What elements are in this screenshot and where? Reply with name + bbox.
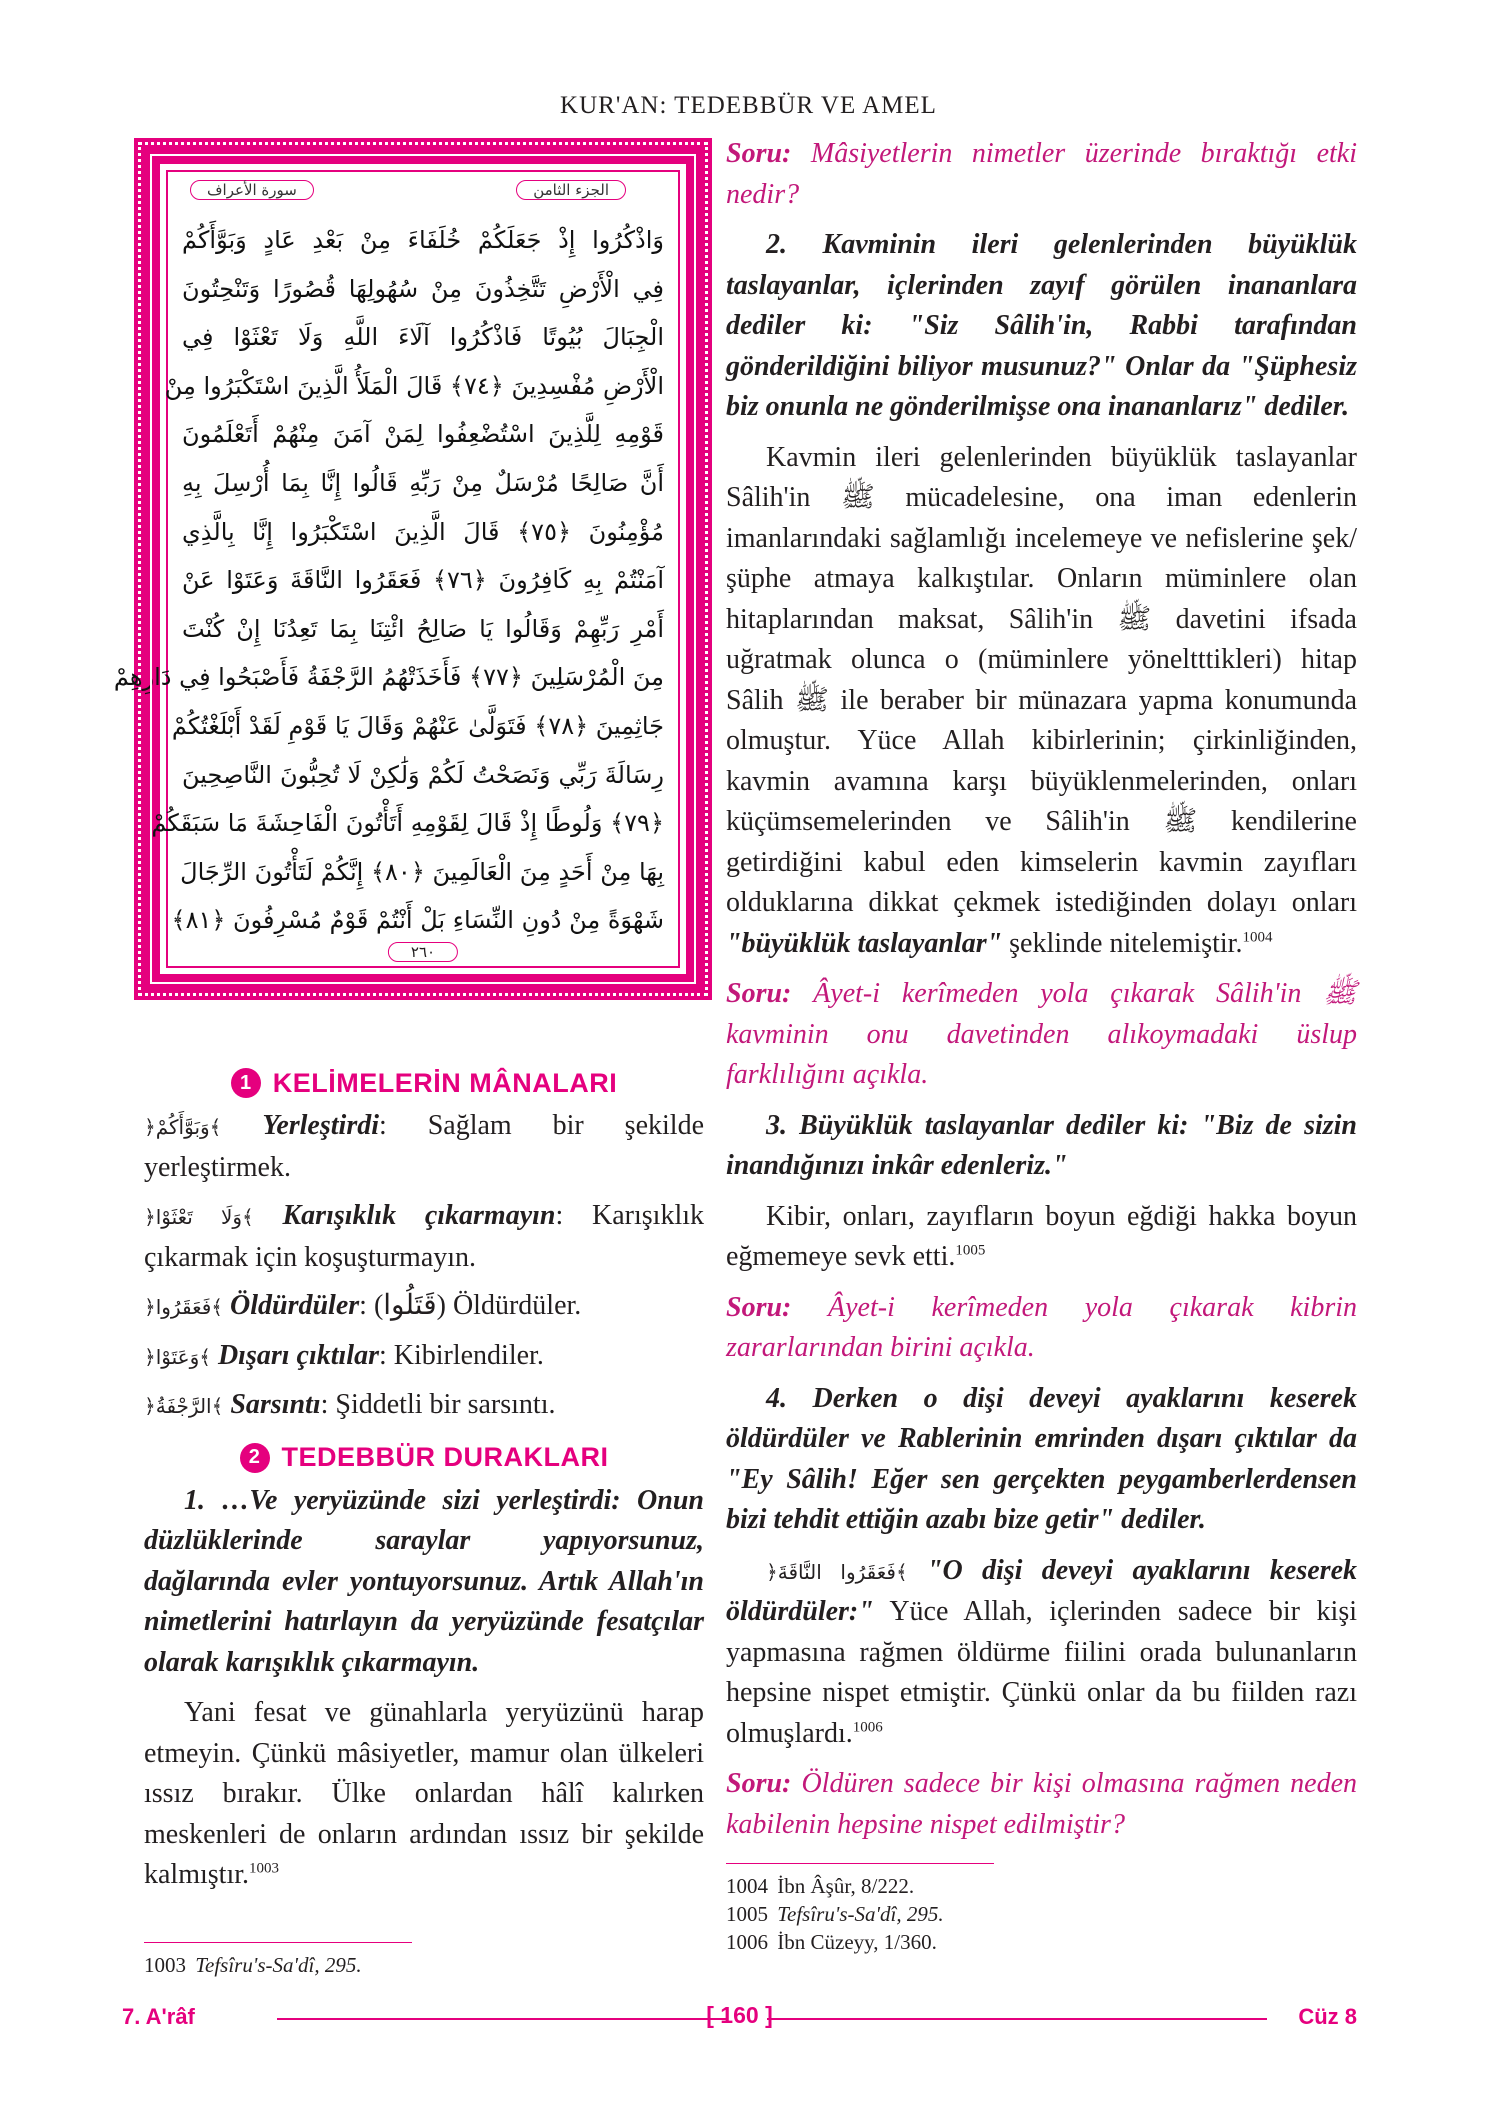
gloss-entry <box>144 1106 704 1188</box>
question-text: Âyet-i kerîmeden yola çıkarak kibrin zararlarından birini açıkla. <box>726 1291 1357 1363</box>
commentary-paragraph <box>726 1551 1357 1755</box>
gloss-definition: : (قَتَلُوا) Öldürdüler. <box>359 1290 582 1321</box>
quran-line: شَهْوَةً مِنْ دُونِ النِّسَاءِ بَلْ أَنْتُمْ قَوْمٌ مُسْرِفُونَ ﴿٨١﴾ <box>171 906 664 935</box>
section-number-badge: 2 <box>240 1443 270 1473</box>
quran-inner-frame <box>113 170 680 968</box>
paragraph-text: Kibir, onları, zayıfların boyun eğdiği hakka boyun eğmemeye sevk etti. <box>726 1200 1357 1272</box>
quran-page-number: ٢٦٠ <box>388 942 458 962</box>
question-label: Soru: <box>726 1768 792 1799</box>
question-paragraph <box>726 134 1357 215</box>
quran-line: أَنَّ صَالِحًا مُرْسَلٌ مِنْ رَبِّهِ قَالُوا إِنَّا بِمَا أُرْسِلَ بِهِ <box>182 468 664 497</box>
gloss-entry <box>144 1196 704 1278</box>
quran-line: أَمْرِ رَبِّهِمْ وَقَالُوا يَا صَالِحُ ائْتِنَا بِمَا تَعِدُنَا إِنْ كُنْتَ <box>182 614 664 643</box>
question-label: Soru: <box>726 978 792 1009</box>
left-column <box>144 1060 704 1979</box>
quran-line: ﴿٧٩﴾ وَلُوطًا إِذْ قَالَ لِقَوْمِهِ أَتَأْتُونَ الْفَاحِشَةَ مَا سَبَقَكُمْ <box>151 809 664 838</box>
footnote-ref: 1005 <box>955 1242 986 1259</box>
verse-paragraph: 2. Kavminin ileri gelenlerinden büyüklük taslayanlar, içlerinden zayıf görülen inananlara dediler ki: "Siz Sâlih'in, Rabbi tarafından gönderildiğini biliyor musunuz?" Onlar da "Şüphesiz biz onunla ne gönderilmişse ona inananlarız" dediler. <box>726 229 1357 422</box>
question-paragraph <box>726 1288 1357 1369</box>
footnote-text: İbn Âşûr, 8/222. <box>777 1874 915 1898</box>
quran-line: مِنَ الْمُرْسَلِينَ ﴿٧٧﴾ فَأَخَذَتْهُمُ الرَّجْفَةُ فَأَصْبَحُوا فِي دَارِهِمْ <box>113 663 664 692</box>
footnote <box>144 1951 704 1979</box>
section-title: TEDEBBÜR DURAKLARI <box>281 1442 609 1472</box>
right-column <box>726 134 1357 1956</box>
quran-line: آمَنْتُمْ بِهِ كَافِرُونَ ﴿٧٦﴾ فَعَقَرُوا النَّاقَةَ وَعَتَوْا عَنْ <box>182 566 664 595</box>
footnote-ref: 1006 <box>852 1719 883 1736</box>
footnote-divider <box>726 1863 994 1864</box>
paragraph-text: Kavmin ileri gelenlerinden büyüklük taslayanlar Sâlih'in ﷺ mücadelesine, ona iman edenlerin imanlarındaki sağlamlığı incelemeye ve nefislerine şek/şüphe atmaya kalkıştılar. Onların müminlere olan hitaplarından maksat, Sâlih'in ﷺ davetini ifsada uğratmak olunca o (müminlere yöneltttikleri) hitap Sâlih ﷺ ile beraber bir münazara yapma konumunda olmuştur. Yüce Allah kibirlerinin; çirkinliğinden, kavmin avamına karşı büyüklenmelerinden, onları küçümsemelerinden ve Sâlih'in ﷺ kendilerine getirdiğini kabul eden kimselerin kavmin zayıfları olduklarına dikkat çekmek istediğinden dolayı onları <box>726 441 1357 918</box>
quran-line: مُؤْمِنُونَ ﴿٧٥﴾ قَالَ الَّذِينَ اسْتَكْبَرُوا إِنَّا بِالَّذِي <box>182 517 664 546</box>
section-heading-reflection <box>144 1435 704 1481</box>
footnote <box>726 1928 1357 1956</box>
arabic-term: ﴿الرَّجْفَةُ﴾ <box>144 1394 224 1418</box>
footnote <box>726 1872 1357 1900</box>
question-text: Âyet-i kerîmeden yola çıkarak Sâlih'in ﷺ kavminin onu davetinden alıkoymadaki üslup farklılığını açıkla. <box>726 978 1357 1090</box>
gloss-term: Dışarı çıktılar <box>217 1339 379 1371</box>
quran-line: جَاثِمِينَ ﴿٧٨﴾ فَتَوَلَّىٰ عَنْهُمْ وَقَالَ يَا قَوْمِ لَقَدْ أَبْلَغْتُكُمْ <box>171 711 664 740</box>
quran-line: فِي الْأَرْضِ تَتَّخِذُونَ مِنْ سُهُولِهَا قُصُورًا وَتَنْحِتُونَ <box>182 274 664 303</box>
question-paragraph <box>726 1764 1357 1845</box>
commentary-paragraph <box>726 438 1357 965</box>
arabic-term: ﴿وَعَتَوْا﴾ <box>144 1344 211 1369</box>
section-number-badge: 1 <box>231 1068 261 1098</box>
arabic-term: ﴿وَبَوَّأَكُمْ﴾ <box>144 1115 222 1139</box>
quran-page-header <box>180 180 666 206</box>
footnote-divider <box>144 1942 412 1943</box>
footer-rule-right <box>767 2018 1267 2020</box>
footer-juz: Cüz 8 <box>1298 2004 1357 2029</box>
paragraph-text: Yüce Allah, içlerinden sadece bir kişi yapmasına rağmen öldürme fiilini orada bulunanların hepsine nispet etmiştir. Çünkü onlar da bu fiilden razı olmuşlardı. <box>726 1596 1357 1749</box>
footnote-text: İbn Cüzeyy, 1/360. <box>777 1930 937 1954</box>
gloss-term: Sarsıntı <box>230 1389 321 1420</box>
verse-paragraph: 3. Büyüklük taslayanlar dediler ki: "Biz de sizin inandığınızı inkâr edenleriz." <box>726 1109 1357 1181</box>
arabic-term: ﴿وَلَا تَعْثَوْا﴾ <box>144 1205 254 1229</box>
quran-line: الْأَرْضِ مُفْسِدِينَ ﴿٧٤﴾ قَالَ الْمَلَأُ الَّذِينَ اسْتَكْبَرُوا مِنْ <box>164 371 664 400</box>
quran-line: رِسَالَةَ رَبِّي وَنَصَحْتُ لَكُمْ وَلَٰكِنْ لَا تُحِبُّونَ النَّاصِحِينَ <box>182 760 664 789</box>
paragraph-text: Yani fesat ve günahlarla yeryüzünü harap etmeyin. Çünkü mâsiyetler, mamur olan ülkeleri ıssız bırakır. Ülke onlardan hâlî kalırken meskenleri de onların ardından ıssız bir şekilde kalmıştır. <box>144 1697 704 1890</box>
juz-label: الجزء الثامن <box>516 180 626 200</box>
section-heading-meanings <box>144 1060 704 1106</box>
gloss-entry <box>144 1286 704 1328</box>
footnote-ref: 1004 <box>1242 929 1273 946</box>
commentary-paragraph <box>726 1197 1357 1278</box>
question-label: Soru: <box>726 1291 792 1323</box>
footnote-text: Tefsîru's-Sa'dî, 295. <box>777 1902 944 1926</box>
quran-page-panel <box>113 138 712 1000</box>
footnote-ref: 1003 <box>249 1860 279 1877</box>
emphasis-text: "O dişi deveyi ayaklarını keserek öldürdüler:" <box>726 1554 1358 1627</box>
footnote-number: 1004 <box>726 1874 768 1898</box>
commentary-paragraph <box>144 1693 704 1896</box>
quran-line: وَاذْكُرُوا إِذْ جَعَلَكُمْ خُلَفَاءَ مِنْ بَعْدِ عَادٍ وَبَوَّأَكُمْ <box>182 226 664 254</box>
quran-line: الْجِبَالَ بُيُوتًا فَاذْكُرُوا آلَاءَ اللَّهِ وَلَا تَعْثَوْا فِي <box>182 323 664 352</box>
quran-line: قَوْمِهِ لِلَّذِينَ اسْتُضْعِفُوا لِمَنْ آمَنَ مِنْهُمْ أَتَعْلَمُونَ <box>182 420 664 449</box>
section-title: KELİMELERİN MÂNALARI <box>272 1067 618 1098</box>
gloss-definition: : Sağlam bir şekilde yerleştirmek. <box>144 1110 704 1183</box>
page-footer <box>122 2004 1357 2034</box>
paragraph-text: şeklinde nitelemiştir. <box>1002 927 1243 959</box>
footnote-text: Tefsîru's-Sa'dî, 295. <box>195 1952 362 1977</box>
arabic-term: ﴿فَعَقَرُوا النَّاقَةَ﴾ <box>766 1559 908 1584</box>
footnote-number: 1005 <box>726 1902 768 1926</box>
verse-paragraph: 4. Derken o dişi deveyi ayaklarını keserek öldürdüler ve Rablerinin emrinden dışarı çıktılar da "Ey Sâlih! Eğer sen gerçekten peygamberlerdensen bizi tehdit ettiğin azabı bize getir" dediler. <box>726 1382 1357 1535</box>
footnote <box>726 1900 1357 1928</box>
quran-text <box>113 216 664 945</box>
question-text: Mâsiyetlerin nimetler üzerinde bıraktığı etki nedir? <box>726 138 1357 210</box>
surah-label: سورة الأعراف <box>190 180 314 200</box>
gloss-entry <box>144 1336 704 1378</box>
footer-rule-left <box>277 2018 727 2020</box>
question-text: Öldüren sadece bir kişi olmasına rağmen neden kabilenin hepsine nispet edilmiştir? <box>726 1768 1357 1840</box>
emphasis-text: "büyüklük taslayanlar" <box>726 927 1003 959</box>
verse-paragraph: 1. …Ve yeryüzünde sizi yerleştirdi: Onun düzlüklerinde saraylar yapıyorsunuz, dağlarında evler yontuyorsunuz. Artık Allah'ın nimetlerini hatırlayın da yeryüzünde fesatçılar olarak karışıklık çıkarmayın. <box>144 1484 704 1678</box>
quran-line: بِهَا مِنْ أَحَدٍ مِنَ الْعَالَمِينَ ﴿٨٠﴾ إِنَّكُمْ لَتَأْتُونَ الرِّجَالَ <box>180 857 664 886</box>
gloss-term: Öldürdüler <box>230 1290 360 1321</box>
footer-surah: 7. A'râf <box>122 2004 195 2029</box>
running-header: KUR'AN: TEDEBBÜR VE AMEL <box>560 92 937 119</box>
gloss-term: Yerleştirdi <box>262 1110 379 1141</box>
gloss-definition: : Kibirlendiler. <box>378 1339 544 1371</box>
arabic-term: ﴿فَعَقَرُوا﴾ <box>144 1295 224 1319</box>
gloss-term: Karışıklık çıkarmayın <box>282 1200 556 1231</box>
question-label: Soru: <box>726 138 792 169</box>
gloss-definition: : Karışıklık çıkarmak için koşuşturmayın. <box>144 1200 705 1273</box>
footnote-number: 1003 <box>144 1952 186 1977</box>
gloss-definition: : Şiddetli bir sarsıntı. <box>320 1389 556 1420</box>
page-number: [ 160 ] <box>706 2002 773 2028</box>
footnote-number: 1006 <box>726 1930 768 1954</box>
question-paragraph <box>726 974 1357 1096</box>
gloss-entry <box>144 1385 704 1427</box>
